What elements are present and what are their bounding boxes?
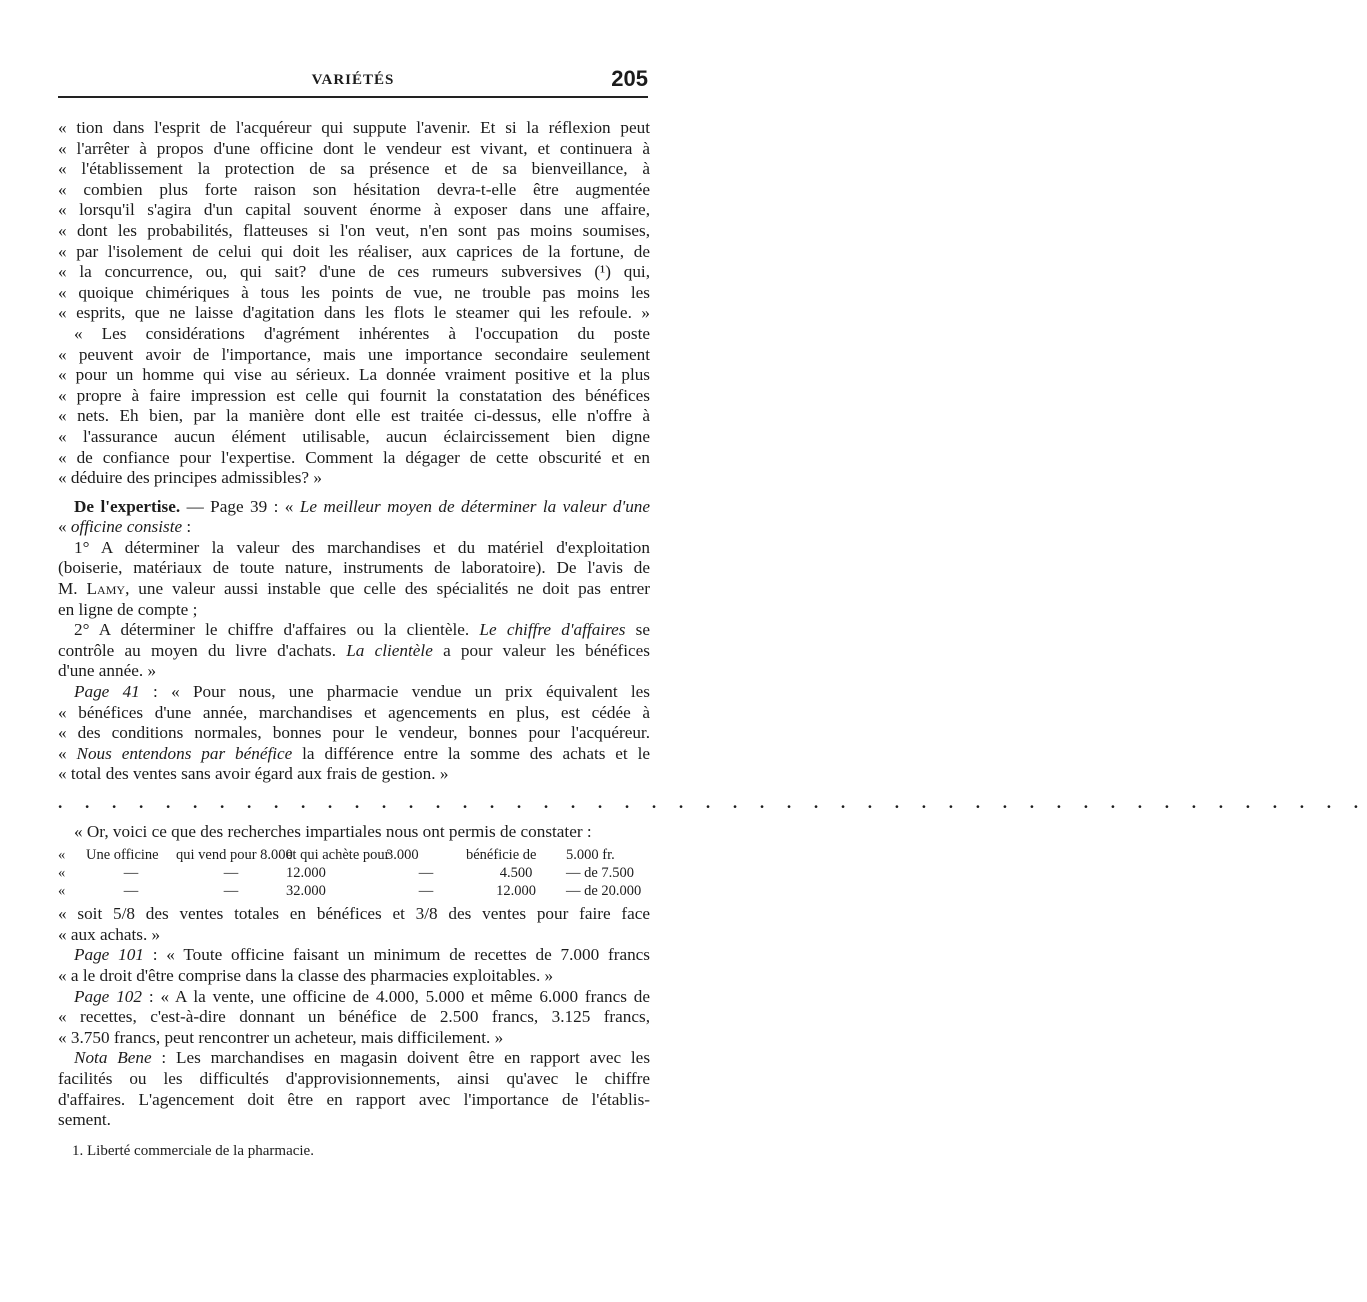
text-line: Page 102 : « A la vente, une officine de 4.000, 5.000 et même 6.000 francs de (74, 986, 650, 1006)
text-line: « par l'isolement de celui qui doit les réaliser, aux caprices de la fortune, de (58, 241, 650, 261)
text-line: M. Lamy, une valeur aussi instable que celle des spécialités ne doit pas entrer (58, 579, 650, 599)
text-line: « quoique chimériques à tous les points de vue, ne trouble pas moins les (58, 282, 650, 302)
text-line: « Nous entendons par bénéfice la différence entre la somme des achats et le (58, 743, 650, 763)
text-line: sement. (58, 1110, 111, 1130)
text-line: « tion dans l'esprit de l'acquéreur qui suppute l'avenir. Et si la réflexion peut (58, 118, 650, 137)
running-title: VARIÉTÉS (311, 72, 395, 88)
text-line: « propre à faire impression est celle qui fournit la constatation des bénéfices (58, 385, 650, 405)
table-row: « Une officine qui vend pour 8.000 et qui achète pour 3.000 bénéficie de 5.000 fr. (58, 847, 615, 864)
table-row: « — — 12.000 — 4.500 — de 7.500 (58, 865, 635, 882)
statistics-table (58, 846, 650, 900)
text-line: « soit 5/8 des ventes totales en bénéfices et 3/8 des ventes pour faire face (58, 904, 650, 924)
quoted-paragraph-2 (58, 324, 650, 489)
text-line: facilités ou les difficultés d'approvisionnements, ainsi qu'avec le chiffre (58, 1068, 650, 1088)
text-line: « l'arrêter à propos d'une officine dont le vendeur est vivant, et continuera à (58, 138, 650, 158)
text-line: « lorsqu'il s'agira d'un capital souvent énorme à exposer dans une affaire, (58, 200, 650, 220)
section-heading: De l'expertise. (74, 496, 181, 516)
text-line: « bénéfices d'une année, marchandises et agencements en plus, est cédée à (58, 702, 650, 722)
text-line: « esprits, que ne laisse d'agitation dans les flots le steamer qui les refoule. » (58, 303, 650, 323)
text-line: « total des ventes sans avoir égard aux frais de gestion. » (58, 764, 449, 784)
text-line: « Or, voici ce que des recherches impartiales nous ont permis de constater : (74, 821, 592, 841)
text-line: « aux achats. » (58, 924, 161, 944)
text-line: De l'expertise. — Page 39 : « Le meilleur moyen de déterminer la valeur d'une (74, 496, 651, 516)
text-line: « 3.750 francs, peut rencontrer un acheteur, mais difficilement. » (58, 1027, 504, 1047)
text-line: Page 41 : « Pour nous, une pharmacie vendue un prix équivalent les (74, 682, 650, 702)
text-line: Nota Bene : Les marchandises en magasin doivent être en rapport avec les (74, 1048, 651, 1068)
text-line: en ligne de compte ; (58, 599, 198, 619)
text-line: « l'établissement la protection de sa présence et de sa bienveillance, à (58, 159, 650, 179)
text-line: « dont les probabilités, flatteuses si l'on veut, n'en sont pas moins soumises, (58, 220, 650, 240)
text-line: « nets. Eh bien, par la manière dont elle est traitée ci-dessus, elle n'offre à (58, 406, 650, 426)
text-line: « des conditions normales, bonnes pour le vendeur, bonnes pour l'acquéreur. (58, 723, 650, 743)
footnote: 1. Liberté commerciale de la pharmacie. (72, 1143, 314, 1159)
text-line: « officine consiste : (58, 517, 192, 537)
text-line: « déduire des principes admissibles? » (58, 468, 322, 488)
text-line: « la concurrence, ou, qui sait? d'une de ces rumeurs subversives (¹) qui, (58, 262, 650, 282)
text-line: 1° A déterminer la valeur des marchandises et du matériel d'exploitation (74, 537, 650, 557)
page-number: 205 (611, 66, 648, 91)
page-header (58, 62, 648, 98)
text-line: d'une année. » (58, 661, 157, 681)
text-line: Page 101 : « Toute officine faisant un minimum de recettes de 7.000 francs (74, 945, 650, 965)
text-line: « recettes, c'est-à-dire donnant un bénéfice de 2.500 francs, 3.125 francs, (58, 1007, 650, 1027)
text-line: « l'assurance aucun élément utilisable, aucun éclaircissement bien digne (58, 426, 650, 446)
text-line: « a le droit d'être comprise dans la classe des pharmacies exploitables. » (58, 965, 554, 985)
dotted-separator: . . . . . . . . . . . . . . . . . . . . . . . . . . . . . . . . . . . . . . . . . . . . . . . . . (58, 793, 1367, 812)
author-name: Lamy (86, 579, 126, 599)
text-line: « pour un homme qui vise au sérieux. La donnée vraiment positive et la plus (58, 365, 650, 385)
page-body (58, 118, 1367, 1131)
text-line: (boiserie, matériaux de toute nature, instruments de laboratoire). De l'avis de (58, 558, 650, 578)
text-line: « de confiance pour l'expertise. Comment la dégager de cette obscurité et en (58, 447, 650, 467)
text-line: « peuvent avoir de l'importance, mais une importance secondaire seulement (58, 344, 650, 364)
table-row: « — — 32.000 — 12.000 — de 20.000 (58, 883, 642, 900)
expertise-section (58, 497, 650, 785)
quoted-paragraph-1 (58, 118, 650, 324)
text-line: contrôle au moyen du livre d'achats. La clientèle a pour valeur les bénéfices (58, 640, 650, 660)
text-line: « combien plus forte raison son hésitation devra-t-elle être augmentée (58, 179, 650, 199)
text-line: « Les considérations d'agrément inhérentes à l'occupation du poste (74, 323, 650, 343)
text-line: d'affaires. L'agencement doit être en rapport avec l'importance de l'établis- (58, 1089, 650, 1109)
text-line: 2° A déterminer le chiffre d'affaires ou la clientèle. Le chiffre d'affaires se (74, 620, 650, 640)
